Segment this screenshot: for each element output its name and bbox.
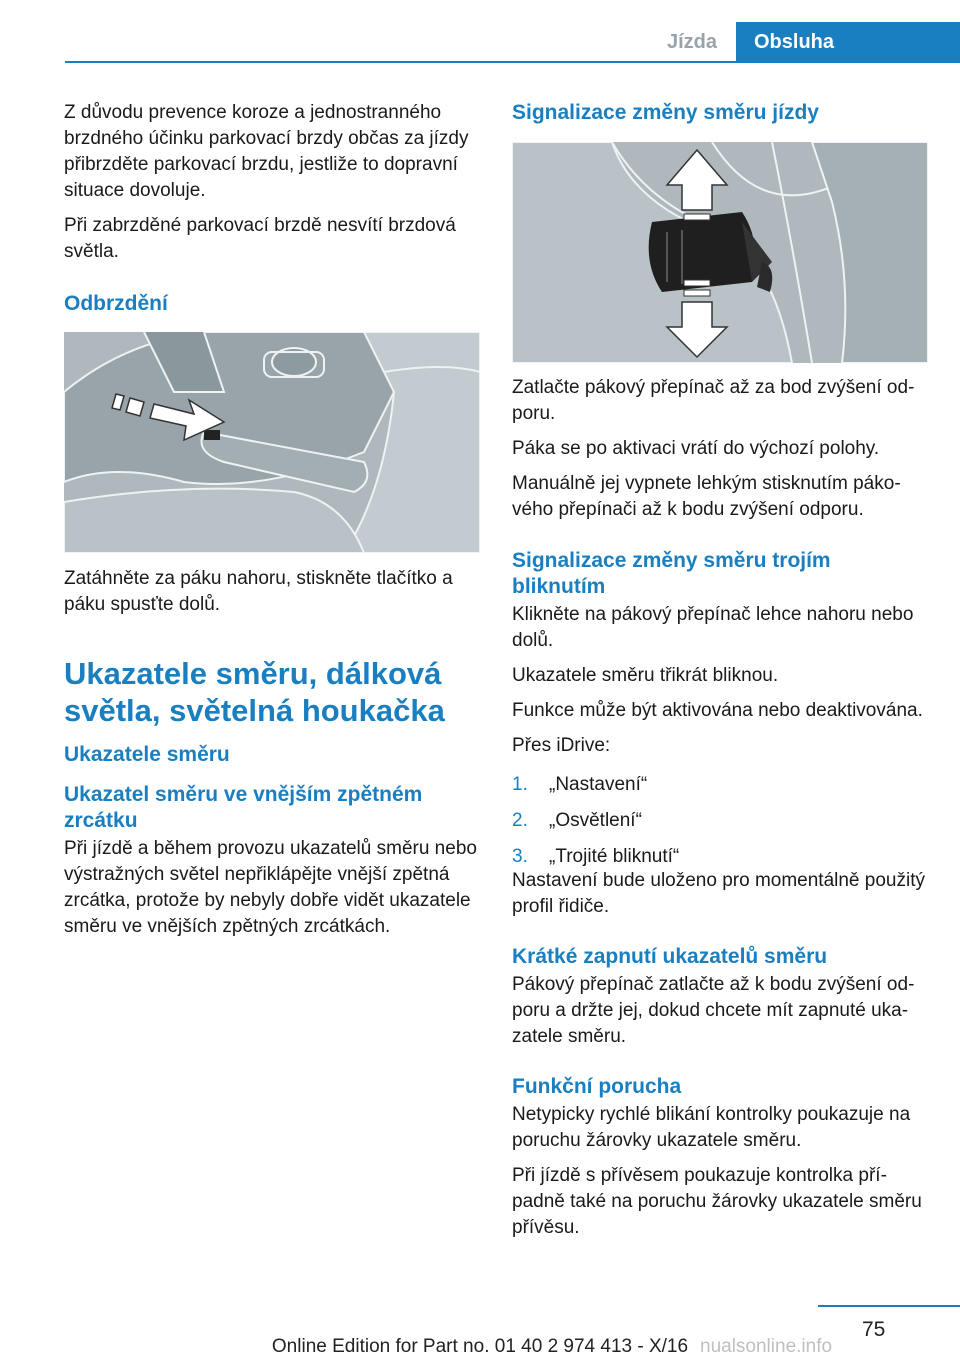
turn-signal-lever-illustration — [512, 142, 928, 363]
heading-kratke: Krátké zapnutí ukazatelů směru — [512, 945, 828, 968]
paragraph: Manuálně jej vypnete lehkým stisknutím pákového přepínači až k bodu zvýšení odporu. — [512, 473, 901, 520]
heading-signalizace: Signalizace změny směru jízdy — [512, 101, 819, 124]
heading-ukazatele: Ukazatele směru — [64, 743, 230, 766]
page-number: 75 — [862, 1318, 886, 1341]
paragraph: Klikněte na pákový přepínač lehce nahoru nebo dolů. — [512, 604, 914, 651]
paragraph: Z důvodu prevence koroze a jednostranného brzdného účinku parkovací brzdy občas za jízdy přibrzděte parkovací brzdu, jestliže to dopravní situace dovoluje. — [64, 102, 469, 201]
heading-zrcatko: Ukazatel směru ve vnějším zpětném zrcátku — [64, 783, 423, 832]
footer-rule — [818, 1305, 960, 1307]
heading-porucha: Funkční porucha — [512, 1075, 682, 1098]
paragraph: Nastavení bude uloženo pro momentálně použitý profil řidiče. — [512, 870, 925, 917]
list-item — [512, 844, 928, 870]
list-number: 2. — [512, 810, 528, 831]
list-text: „Osvětlení“ — [549, 810, 642, 831]
paragraph: Páka se po aktivaci vrátí do výchozí polohy. — [512, 438, 880, 459]
paragraph: Při jízdě s přívěsem poukazuje kontrolka případně také na poruchu žárovky ukazatele směru přívěsu. — [512, 1165, 922, 1238]
paragraph: Přes iDrive: — [512, 735, 611, 756]
paragraph: Zatáhněte za páku nahoru, stiskněte tlačítko a páku spusťte dolů. — [64, 568, 453, 615]
list-number: 1. — [512, 774, 528, 795]
paragraph: Zatlačte pákový přepínač až za bod zvýšení odporu. — [512, 377, 915, 424]
paragraph: Při zabrzděné parkovací brzdě nesvítí brzdová světla. — [64, 215, 456, 262]
tab-jizda[interactable]: Jízda — [666, 31, 718, 53]
list-item — [512, 808, 928, 834]
paragraph: Ukazatele směru třikrát bliknou. — [512, 665, 779, 686]
paragraph: Funkce může být aktivována nebo deaktivována. — [512, 700, 923, 721]
heading-odbrzdeni: Odbrzdění — [64, 292, 168, 315]
watermark: nualsonline.info — [700, 1336, 833, 1357]
left-column — [64, 100, 480, 949]
paragraph: Netypicky rychlé blikání kontrolky poukazuje na poruchu žárovky ukazatele směru. — [512, 1104, 911, 1151]
right-column — [512, 100, 928, 1250]
list-text: „Trojité bliknutí“ — [549, 846, 680, 867]
heading-trojim: Signalizace změny směru trojím bliknutím — [512, 549, 831, 598]
edition-footer: Online Edition for Part no. 01 40 2 974 413 - X/16 — [271, 1336, 689, 1357]
list-number: 3. — [512, 846, 528, 867]
tab-obsluha[interactable]: Obsluha — [736, 22, 960, 63]
idrive-steps-list — [512, 772, 928, 870]
heading-big: Ukazatele směru, dálková světla, světelná houkačka — [64, 656, 445, 728]
paragraph: Pákový přepínač zatlačte až k bodu zvýšení odporu a držte jej, dokud chcete mít zapnuté ukazatele směru. — [512, 974, 915, 1047]
list-text: „Nastavení“ — [549, 774, 648, 795]
paragraph: Při jízdě a během provozu ukazatelů směru nebo výstražných světel nepřiklápějte vnější zpětná zrcátka, protože by nebyly dobře vidět ukazatele směru ve vnějších zpětných zrcátkách. — [64, 838, 477, 937]
list-item — [512, 772, 928, 798]
parking-brake-illustration — [64, 332, 480, 553]
